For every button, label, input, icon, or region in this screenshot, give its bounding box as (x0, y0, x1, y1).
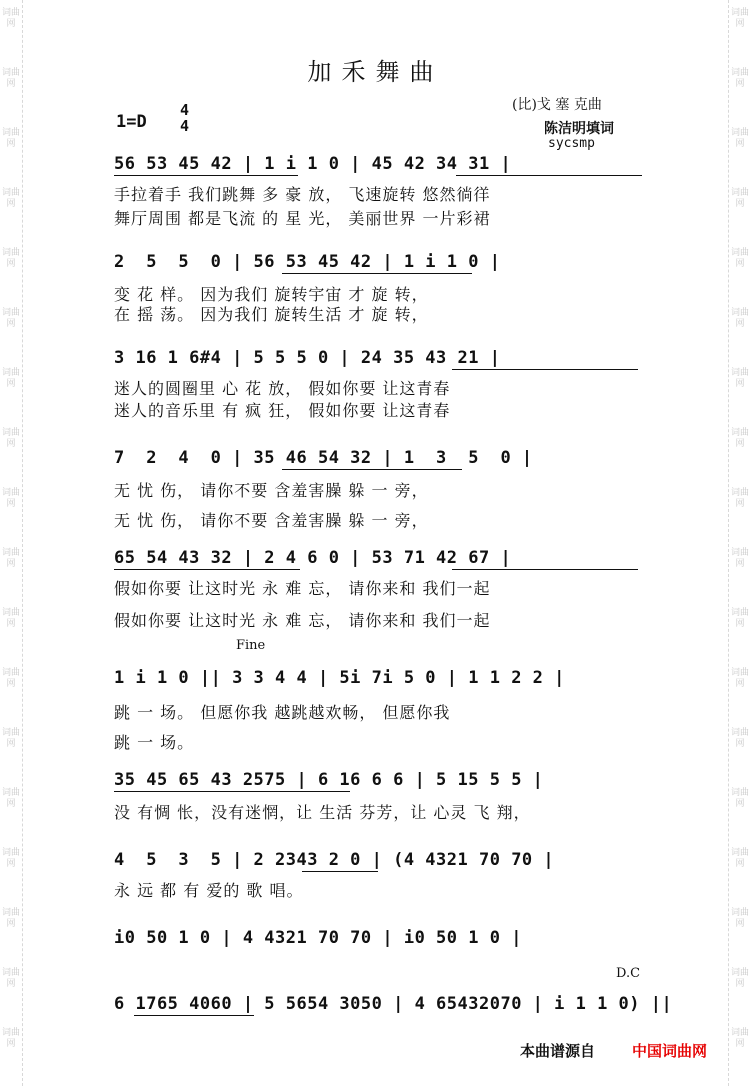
watermark-text: 词曲网 (730, 788, 749, 809)
watermark-text: 词曲网 (730, 128, 749, 149)
watermark-text: 词曲网 (730, 368, 749, 389)
footer-site-link[interactable]: 中国词曲网 (632, 1042, 708, 1060)
watermark-text: 词曲网 (1, 1028, 20, 1049)
watermark-text: 词曲网 (730, 548, 749, 569)
watermark-text: 词曲网 (730, 668, 749, 689)
lyric-line-3a: 迷人的圆圈里 心 花 放， 假如你要 让这青春 (114, 379, 451, 398)
lyricist-credit: 陈洁明填词 (544, 121, 614, 137)
watermark-text: 词曲网 (730, 308, 749, 329)
source-tag: sycsmp (548, 136, 595, 151)
lyric-line-6a: 跳 一 场。 但愿你我 越跳越欢畅， 但愿你我 (114, 703, 451, 722)
key-signature: 1=D (116, 112, 147, 132)
beam-line-2 (282, 273, 472, 274)
watermark-text: 词曲网 (730, 248, 749, 269)
footer-source-label: 本曲谱源自 (520, 1042, 596, 1060)
song-title: 加禾舞曲 (307, 58, 444, 86)
watermark-text: 词曲网 (1, 68, 20, 89)
beam-line-10 (134, 1015, 254, 1016)
watermark-text: 词曲网 (1, 428, 20, 449)
beam-line-5b (452, 569, 638, 570)
watermark-text: 词曲网 (730, 428, 749, 449)
watermark-text: 词曲网 (1, 908, 20, 929)
watermark-text: 词曲网 (1, 488, 20, 509)
lyric-line-5b: 假如你要 让这时光 永 难 忘， 请你来和 我们一起 (114, 611, 491, 630)
beam-line-1b (456, 175, 642, 176)
watermark-text: 词曲网 (1, 788, 20, 809)
lyric-line-2a: 变 花 样。 因为我们 旋转宇宙 才 旋 转， (114, 285, 429, 304)
notation-line-4: 7 2 4 0 | 35 46 54 32 | 1 3 5 0 | (114, 448, 533, 468)
time-signature-top: 4 (180, 101, 190, 119)
watermark-text: 词曲网 (730, 188, 749, 209)
beam-line-8 (302, 871, 378, 872)
lyric-line-2b: 在 摇 荡。 因为我们 旋转生活 才 旋 转， (114, 305, 429, 324)
watermark-text: 词曲网 (730, 68, 749, 89)
beam-line-5a (114, 569, 300, 570)
lyric-line-1b: 舞厅周围 都是飞流 的 星 光， 美丽世界 一片彩裙 (114, 209, 491, 228)
lyric-line-4b: 无 忧 伤， 请你不要 含羞害臊 躲 一 旁， (114, 511, 429, 530)
fine-mark: Fine (236, 638, 266, 653)
watermark-text: 词曲网 (730, 1028, 749, 1049)
watermark-text: 词曲网 (730, 608, 749, 629)
watermark-text: 词曲网 (730, 488, 749, 509)
notation-line-2: 2 5 5 0 | 56 53 45 42 | 1 i 1 0 | (114, 252, 501, 272)
beam-line-3 (452, 369, 638, 370)
watermark-text: 词曲网 (1, 308, 20, 329)
watermark-text: 词曲网 (1, 668, 20, 689)
time-signature (180, 102, 189, 134)
watermark-text: 词曲网 (1, 848, 20, 869)
watermark-text: 词曲网 (1, 728, 20, 749)
notation-line-3: 3 16 1 6#4 | 5 5 5 0 | 24 35 43 21 | (114, 348, 501, 368)
watermark-text: 词曲网 (730, 968, 749, 989)
watermark-text: 词曲网 (730, 8, 749, 29)
watermark-text: 词曲网 (730, 728, 749, 749)
lyric-line-7a: 没 有惆 怅，没有迷惘，让 生活 芬芳，让 心灵 飞 翔， (114, 803, 531, 822)
notation-line-6: 1 i 1 0 || 3 3 4 4 | 5i 7i 5 0 | 1 1 2 2 | (114, 668, 565, 688)
time-signature-bottom: 4 (180, 117, 190, 135)
watermark-text: 词曲网 (1, 128, 20, 149)
lyric-line-1a: 手拉着手 我们跳舞 多 豪 放， 飞速旋转 悠然徜徉 (114, 185, 491, 204)
watermark-text: 词曲网 (1, 248, 20, 269)
watermark-text: 词曲网 (1, 548, 20, 569)
notation-line-5: 65 54 43 32 | 2 4 6 0 | 53 71 42 67 | (114, 548, 512, 568)
lyric-line-3b: 迷人的音乐里 有 疯 狂， 假如你要 让这青春 (114, 401, 451, 420)
lyric-line-6b: 跳 一 场。 (114, 733, 195, 752)
watermark-text: 词曲网 (1, 188, 20, 209)
notation-line-8: 4 5 3 5 | 2 2343 2 0 | (4 4321 70 70 | (114, 850, 555, 870)
beam-line-1a (114, 175, 298, 176)
left-watermark-strip (0, 0, 23, 1086)
notation-line-9: i0 50 1 0 | 4 4321 70 70 | i0 50 1 0 | (114, 928, 522, 948)
beam-line-7 (114, 791, 350, 792)
watermark-text: 词曲网 (730, 848, 749, 869)
lyric-line-8a: 永 远 都 有 爱的 歌 唱。 (114, 881, 304, 900)
beam-line-4 (282, 469, 462, 470)
watermark-text: 词曲网 (1, 368, 20, 389)
notation-line-7: 35 45 65 43 2575 | 6 16 6 6 | 5 15 5 5 | (114, 770, 544, 790)
notation-line-1: 56 53 45 42 | 1 i 1 0 | 45 42 34 31 | (114, 154, 512, 174)
watermark-text: 词曲网 (1, 608, 20, 629)
dc-mark: D.C (616, 966, 641, 981)
watermark-text: 词曲网 (730, 908, 749, 929)
notation-line-10: 6 1765 4060 | 5 5654 3050 | 4 65432070 | i 1 1 0) || (114, 994, 673, 1014)
composer-credit: (比)戈 塞 克曲 (512, 97, 602, 113)
watermark-text: 词曲网 (1, 968, 20, 989)
watermark-text: 词曲网 (1, 8, 20, 29)
lyric-line-4a: 无 忧 伤， 请你不要 含羞害臊 躲 一 旁， (114, 481, 429, 500)
right-watermark-strip (728, 0, 751, 1086)
lyric-line-5a: 假如你要 让这时光 永 难 忘， 请你来和 我们一起 (114, 579, 491, 598)
